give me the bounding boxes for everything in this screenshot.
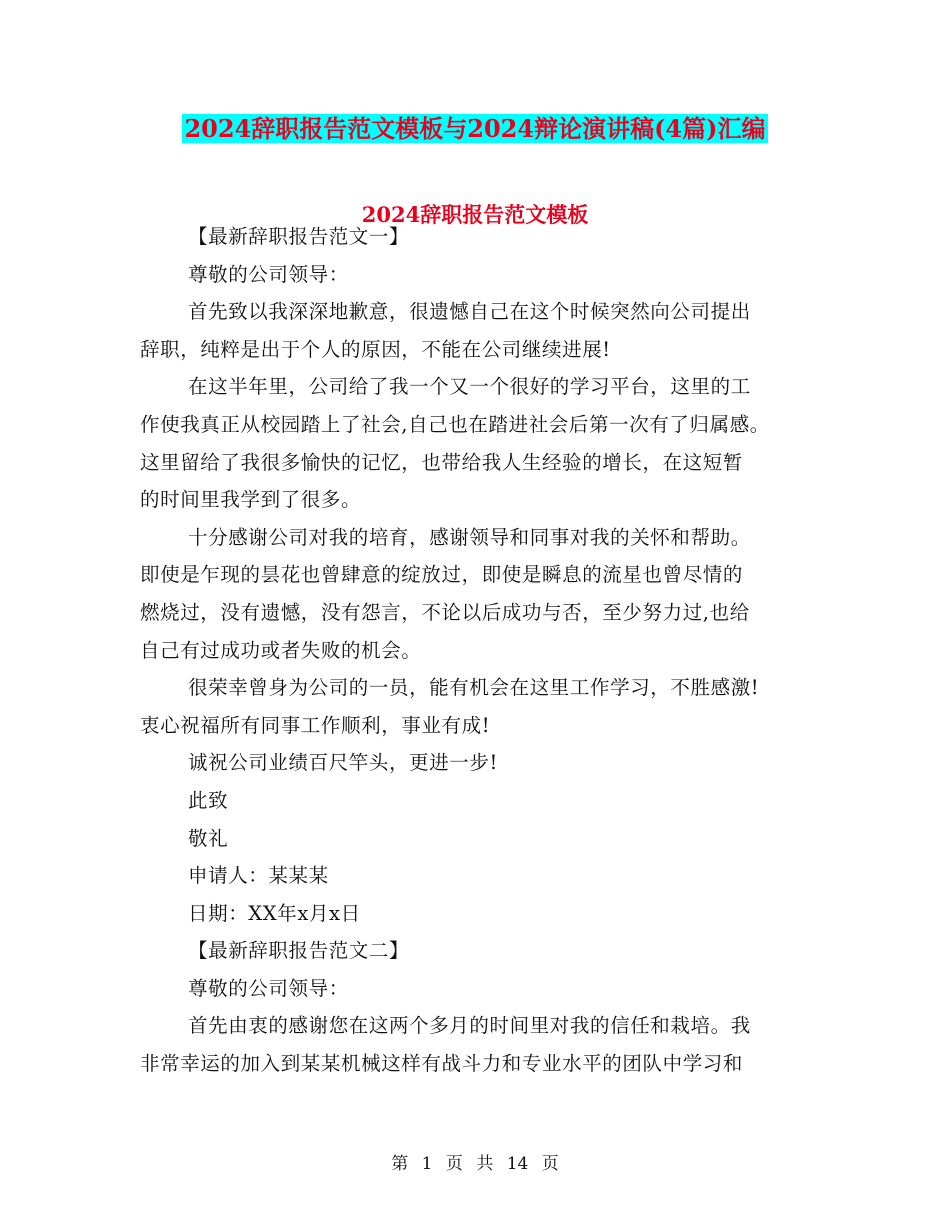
- body-line: 非常幸运的加入到某某机械这样有战斗力和专业水平的团队中学习和: [140, 1052, 744, 1076]
- page-footer: [0, 1152, 950, 1176]
- body-line: 自己有过成功或者失败的机会。: [140, 638, 422, 662]
- body-line: 尊敬的公司领导：: [188, 262, 349, 286]
- body-line: 申请人：某某某: [188, 864, 329, 888]
- body-line: 尊敬的公司领导：: [188, 976, 349, 1000]
- body-line: 日期：XX年x月x日: [188, 901, 361, 925]
- body-line: 【最新辞职报告范文一】: [188, 225, 410, 248]
- document-title: [0, 112, 950, 146]
- body-line: 辞职，纯粹是出于个人的原因，不能在公司继续进展!: [140, 337, 611, 361]
- body-line: 衷心祝福所有同事工作顺利，事业有成!: [140, 713, 491, 737]
- document-title-text: 2024辞职报告范文模板与2024辩论演讲稿(4篇)汇编: [184, 114, 766, 143]
- body-line: 十分感谢公司对我的培育，感谢领导和同事对我的关怀和帮助。: [188, 525, 751, 549]
- page-number-label: 第 1 页 共 14 页: [391, 1154, 559, 1174]
- body-line: 燃烧过，没有遗憾，没有怨言，不论以后成功与否，至少努力过,也给: [140, 600, 750, 624]
- body-line: 诚祝公司业绩百尺竿头，更进一步!: [188, 751, 498, 775]
- body-line: 作使我真正从校园踏上了社会,自己也在踏进社会后第一次有了归属感。: [140, 412, 770, 436]
- section-title: 2024辞职报告范文模板: [361, 202, 589, 227]
- body-line: 【最新辞职报告范文二】: [188, 939, 410, 963]
- body-line: 此致: [188, 788, 229, 812]
- body-line: 很荣幸曾身为公司的一员，能有机会在这里工作学习，不胜感激!: [188, 676, 760, 700]
- body-line: 敬礼: [188, 826, 229, 850]
- body-line: 首先致以我深深地歉意，很遗憾自己在这个时候突然向公司提出: [188, 300, 751, 324]
- body-line: 在这半年里，公司给了我一个又一个很好的学习平台，这里的工: [188, 375, 751, 399]
- document-body: [140, 218, 820, 1083]
- body-line: 首先由衷的感谢您在这两个多月的时间里对我的信任和栽培。我: [188, 1014, 751, 1038]
- body-line: 这里留给了我很多愉快的记忆，也带给我人生经验的增长，在这短暂: [140, 450, 744, 474]
- body-line: 的时间里我学到了很多。: [140, 488, 362, 512]
- body-line: 即使是乍现的昙花也曾肆意的绽放过，即使是瞬息的流星也曾尽情的: [140, 563, 744, 587]
